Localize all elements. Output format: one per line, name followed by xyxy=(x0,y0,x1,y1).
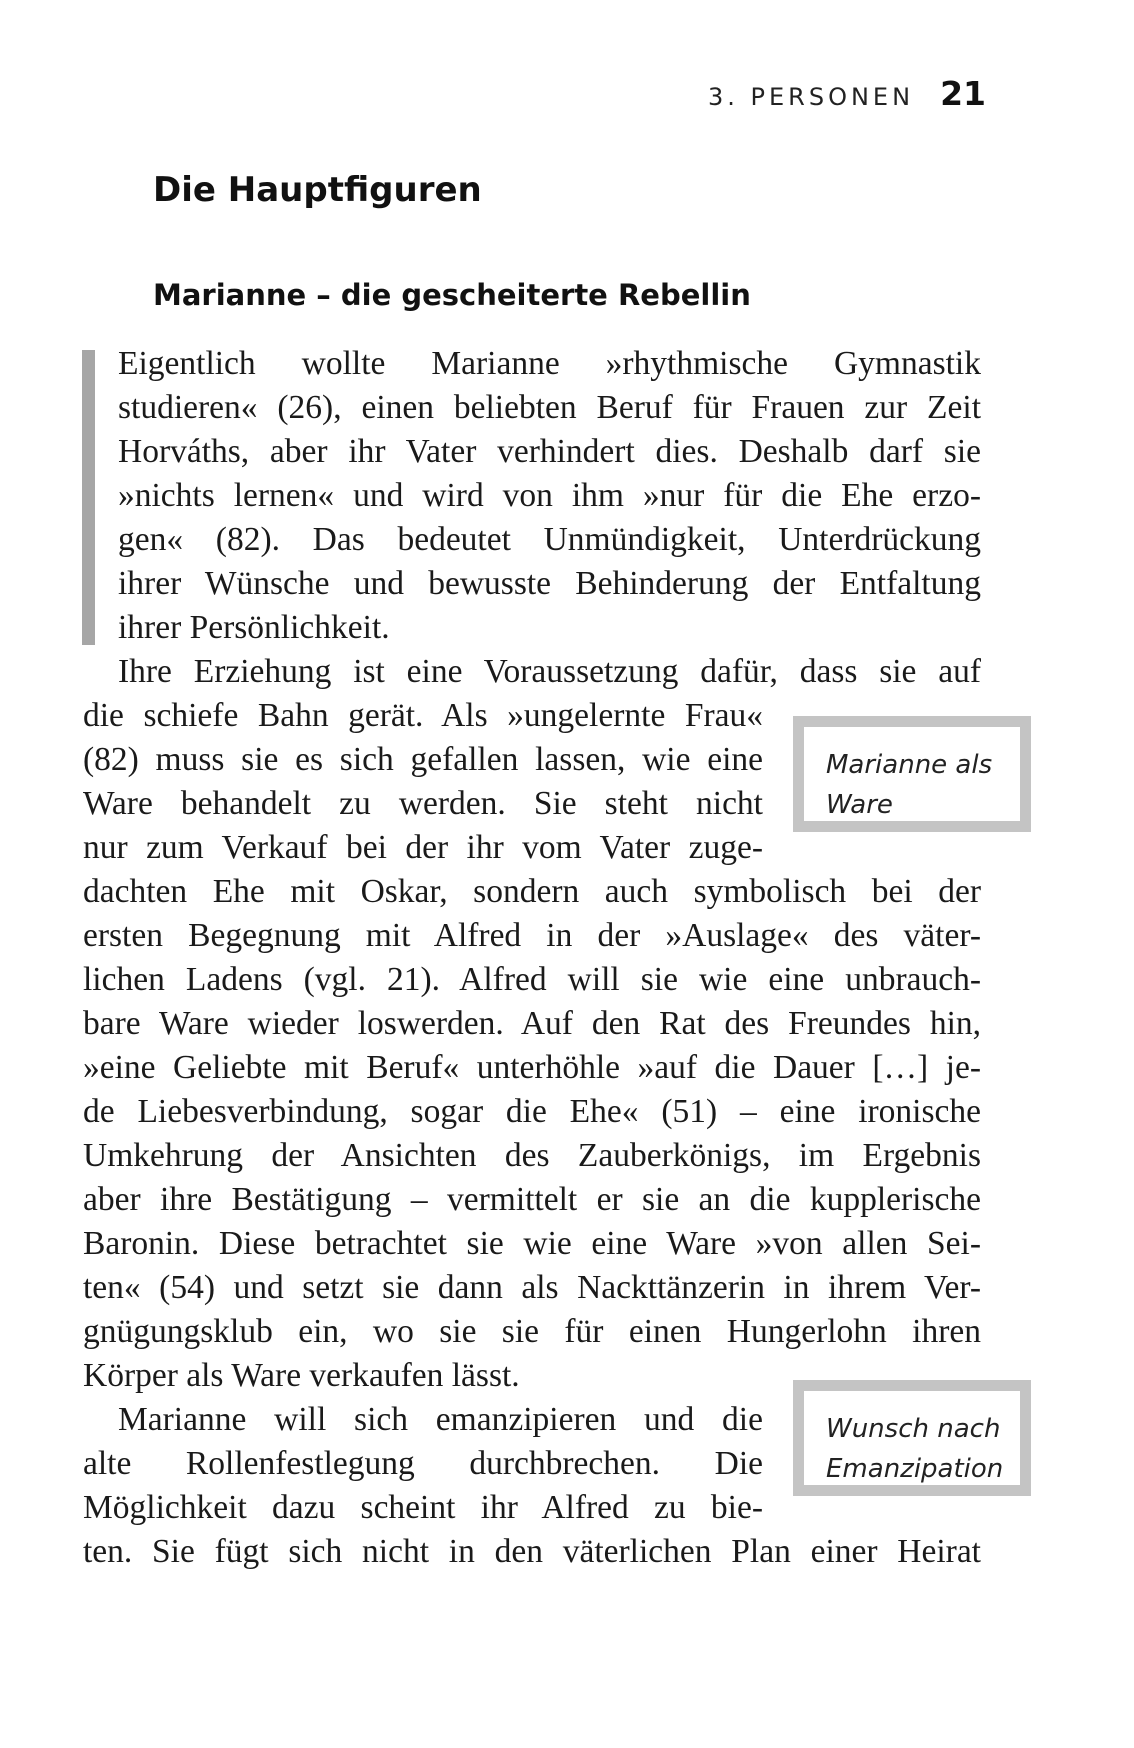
section-title: 3. PERSONEN xyxy=(708,83,915,111)
margin-note-line: Emanzipation xyxy=(826,1454,1004,1484)
margin-note-line: Marianne als xyxy=(826,750,993,780)
paragraph-line: de Liebesverbindung, sogar die Ehe« (51) – eine ironische xyxy=(83,1093,981,1130)
paragraph-line: Ware behandelt zu werden. Sie steht nicht xyxy=(83,785,763,822)
quote-line: ihrer Persönlichkeit. xyxy=(118,609,390,646)
margin-note-line: Ware xyxy=(826,790,893,820)
paragraph-line: dachten Ehe mit Oskar, sondern auch symbolisch bei der xyxy=(83,873,981,910)
paragraph-line: Marianne will sich emanzipieren und die xyxy=(118,1401,763,1438)
paragraph-line: lichen Ladens (vgl. 21). Alfred will sie wie eine unbrauch- xyxy=(83,961,981,998)
margin-note xyxy=(793,716,1031,832)
paragraph-line: Baronin. Diese betrachtet sie wie eine Ware »von allen Sei- xyxy=(83,1225,981,1262)
paragraph-line: gnügungsklub ein, wo sie sie für einen Hungerlohn ihren xyxy=(83,1313,981,1350)
quote-sidebar-bar xyxy=(82,350,95,645)
paragraph-line: nur zum Verkauf bei der ihr vom Vater zuge- xyxy=(83,829,763,866)
quote-line: »nichts lernen« und wird von ihm »nur für die Ehe erzo- xyxy=(118,477,981,514)
paragraph-line: die schiefe Bahn gerät. Als »ungelernte Frau« xyxy=(83,697,763,734)
paragraph-line: bare Ware wieder loswerden. Auf den Rat des Freundes hin, xyxy=(83,1005,981,1042)
quote-line: Horváths, aber ihr Vater verhindert dies. Deshalb darf sie xyxy=(118,433,981,470)
paragraph-line: alte Rollenfestlegung durchbrechen. Die xyxy=(83,1445,763,1482)
paragraph-line: »eine Geliebte mit Beruf« unterhöhle »auf die Dauer […] je- xyxy=(83,1049,981,1086)
quote-line: gen« (82). Das bedeutet Unmündigkeit, Unterdrückung xyxy=(118,521,981,558)
section-subheading: Marianne – die gescheiterte Rebellin xyxy=(153,278,751,312)
paragraph-line: (82) muss sie es sich gefallen lassen, wie eine xyxy=(83,741,763,778)
paragraph-line: aber ihre Bestätigung – vermittelt er sie an die kupplerische xyxy=(83,1181,981,1218)
quote-line: studieren« (26), einen beliebten Beruf für Frauen zur Zeit xyxy=(118,389,981,426)
chapter-heading: Die Hauptfiguren xyxy=(153,170,482,210)
paragraph-line: ten« (54) und setzt sie dann als Nackttänzerin in ihrem Ver- xyxy=(83,1269,981,1306)
paragraph-line: ersten Begegnung mit Alfred in der »Auslage« des väter- xyxy=(83,917,981,954)
paragraph-line: ten. Sie fügt sich nicht in den väterlichen Plan einer Heirat xyxy=(83,1533,981,1570)
quote-line: Eigentlich wollte Marianne »rhythmische Gymnastik xyxy=(118,345,981,382)
paragraph-line: Möglichkeit dazu scheint ihr Alfred zu bie- xyxy=(83,1489,763,1526)
margin-note-line: Wunsch nach xyxy=(826,1414,1001,1444)
paragraph-line: Umkehrung der Ansichten des Zauberkönigs, im Ergebnis xyxy=(83,1137,981,1174)
paragraph-line: Ihre Erziehung ist eine Voraussetzung dafür, dass sie auf xyxy=(118,653,981,690)
paragraph-line: Körper als Ware verkaufen lässt. xyxy=(83,1357,520,1394)
running-header xyxy=(708,74,986,113)
quote-line: ihrer Wünsche und bewusste Behinderung der Entfaltung xyxy=(118,565,981,602)
page-number: 21 xyxy=(940,74,986,113)
margin-note xyxy=(793,1380,1031,1496)
